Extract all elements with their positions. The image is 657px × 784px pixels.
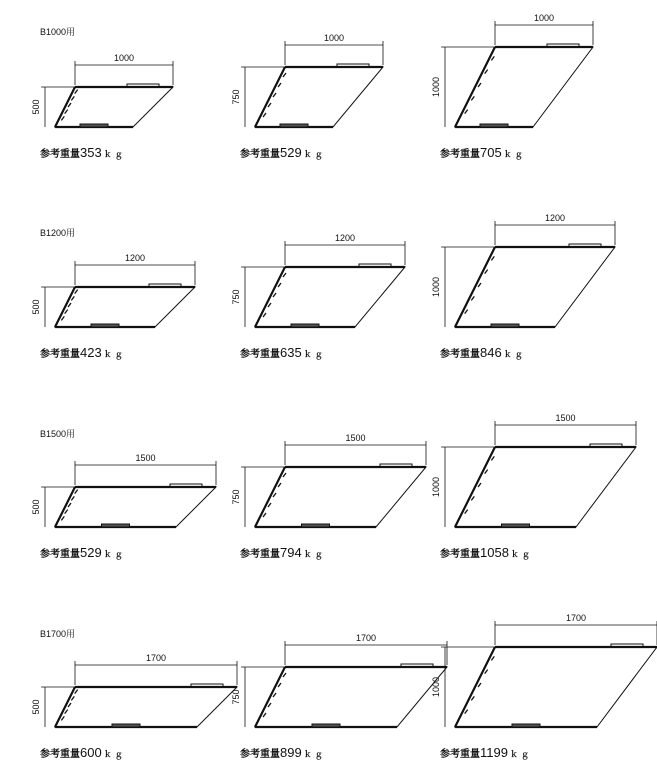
plate-left-edge (255, 467, 285, 527)
edge-rib (465, 510, 468, 514)
edge-rib (273, 93, 276, 97)
weight-unit: ｋｇ (509, 750, 532, 759)
group-label: B1500用 (40, 429, 76, 439)
edge-rib (65, 310, 68, 314)
weight-prefix: 参考重量 (40, 749, 80, 760)
edge-rib (268, 303, 271, 307)
edge-rib (268, 503, 271, 507)
plate-outline (55, 487, 216, 527)
reference-weight (240, 745, 326, 761)
width-label: 1700 (565, 613, 587, 623)
plate-1500x500 (31, 453, 216, 561)
edge-rib (471, 96, 474, 100)
weight-prefix: 参考重量 (240, 749, 280, 760)
edge-rib (278, 83, 281, 87)
lifting-lug-top (337, 64, 369, 67)
edge-rib (61, 516, 64, 520)
height-label: 500 (31, 99, 41, 115)
lifting-lug-bottom (80, 124, 108, 127)
lifting-lug-bottom (502, 524, 530, 527)
plate-outline (255, 267, 405, 327)
weight-value: 529 (80, 545, 102, 560)
edge-rib (273, 493, 276, 497)
plate-1200x750 (231, 233, 405, 361)
edge-rib (485, 470, 488, 474)
weight-unit: ｋｇ (510, 550, 533, 559)
edge-rib (283, 73, 286, 77)
weight-prefix: 参考重量 (440, 549, 480, 560)
lifting-lug-top (401, 664, 433, 667)
edge-rib (75, 690, 78, 694)
edge-rib (478, 483, 481, 487)
reference-weight (240, 545, 326, 561)
height-label: 1000 (431, 476, 441, 498)
edge-rib (485, 270, 488, 274)
edge-rib (68, 303, 71, 307)
edge-rib (465, 310, 468, 314)
weight-unit: ｋｇ (503, 350, 526, 359)
plate-left-edge (455, 247, 495, 327)
weight-unit: ｋｇ (303, 350, 326, 359)
group-B1700用 (31, 613, 657, 761)
weight-value: 635 (280, 345, 302, 360)
edge-rib (65, 110, 68, 114)
lifting-lug-bottom (302, 524, 330, 527)
plate-left-edge (55, 287, 75, 327)
plate-1200x500 (31, 253, 195, 361)
height-label: 1000 (431, 76, 441, 98)
lifting-lug-top (191, 684, 223, 687)
edge-rib (71, 296, 74, 300)
reference-weight (40, 345, 126, 361)
width-label: 1700 (145, 653, 167, 663)
edge-rib (65, 710, 68, 714)
lifting-lug-bottom (491, 324, 519, 327)
height-label: 500 (31, 699, 41, 715)
weight-value: 705 (480, 145, 502, 160)
edge-rib (278, 483, 281, 487)
plate-1000x1000 (431, 13, 593, 161)
edge-rib (471, 496, 474, 500)
lifting-lug-top (611, 644, 643, 647)
weight-unit: ｋｇ (103, 550, 126, 559)
weight-prefix: 参考重量 (40, 549, 80, 560)
weight-value: 529 (280, 145, 302, 160)
height-label: 750 (231, 89, 241, 105)
plate-1200x1000 (431, 213, 615, 361)
edge-rib (263, 713, 266, 717)
plate-outline (455, 447, 636, 527)
edge-rib (471, 296, 474, 300)
weight-value: 1058 (480, 545, 509, 560)
group-B1000用 (31, 13, 593, 161)
width-label: 1000 (533, 13, 555, 23)
reference-weight (440, 545, 533, 561)
weight-unit: ｋｇ (103, 350, 126, 359)
edge-rib (478, 683, 481, 687)
weight-prefix: 参考重量 (40, 349, 80, 360)
plate-1000x750 (231, 33, 383, 161)
edge-rib (278, 683, 281, 687)
edge-rib (61, 316, 64, 320)
height-label: 750 (231, 689, 241, 705)
weight-unit: ｋｇ (103, 150, 126, 159)
edge-rib (491, 56, 494, 60)
plate-1700x1000 (431, 613, 657, 761)
lifting-lug-top (569, 244, 601, 247)
reference-weight (440, 145, 526, 161)
width-label: 1200 (544, 213, 566, 223)
edge-rib (485, 70, 488, 74)
width-label: 1000 (323, 33, 345, 43)
lifting-lug-bottom (91, 324, 119, 327)
edge-rib (491, 256, 494, 260)
lifting-lug-top (590, 444, 622, 447)
group-label: B1000用 (40, 27, 76, 37)
group-B1500用 (31, 413, 636, 561)
plate-1500x1000 (431, 413, 636, 561)
weight-value: 794 (280, 545, 302, 560)
plate-1500x750 (231, 433, 426, 561)
width-label: 1500 (555, 413, 576, 423)
weight-prefix: 参考重量 (440, 349, 480, 360)
edge-rib (68, 703, 71, 707)
edge-rib (491, 656, 494, 660)
plate-outline (255, 67, 383, 127)
lifting-lug-top (380, 464, 412, 467)
width-label: 1200 (334, 233, 356, 243)
plate-left-edge (455, 47, 495, 127)
lifting-lug-top (170, 484, 202, 487)
height-label: 500 (31, 499, 41, 515)
lifting-lug-bottom (280, 124, 308, 127)
weight-prefix: 参考重量 (440, 749, 480, 760)
plate-1700x750 (231, 633, 447, 761)
plate-outline (55, 287, 195, 327)
weight-value: 353 (80, 145, 102, 160)
weight-unit: ｋｇ (503, 150, 526, 159)
edge-rib (71, 96, 74, 100)
edge-rib (268, 103, 271, 107)
width-label: 1700 (355, 633, 377, 643)
weight-prefix: 参考重量 (40, 149, 80, 160)
weight-value: 600 (80, 745, 102, 760)
edge-rib (478, 283, 481, 287)
height-label: 750 (231, 289, 241, 305)
height-label: 1000 (431, 276, 441, 298)
lifting-lug-bottom (312, 724, 340, 727)
edge-rib (283, 673, 286, 677)
weight-prefix: 参考重量 (240, 149, 280, 160)
reference-weight (240, 145, 326, 161)
weight-value: 1199 (480, 745, 508, 760)
group-label: B1200用 (40, 228, 76, 238)
weight-prefix: 参考重量 (440, 149, 480, 160)
plate-1000x500 (31, 53, 173, 161)
plate-left-edge (55, 687, 75, 727)
lifting-lug-top (547, 44, 579, 47)
edge-rib (465, 110, 468, 114)
reference-weight (440, 345, 526, 361)
plate-left-edge (455, 647, 495, 727)
lifting-lug-top (359, 264, 391, 267)
reference-weight (240, 345, 326, 361)
plate-left-edge (455, 447, 495, 527)
edge-rib (283, 273, 286, 277)
edge-rib (485, 670, 488, 674)
height-label: 750 (231, 489, 241, 505)
reference-weight (40, 545, 126, 561)
edge-rib (465, 710, 468, 714)
edge-rib (283, 473, 286, 477)
edge-rib (75, 290, 78, 294)
lifting-lug-bottom (480, 124, 508, 127)
edge-rib (68, 103, 71, 107)
edge-rib (471, 696, 474, 700)
weight-value: 423 (80, 345, 102, 360)
lifting-lug-bottom (512, 724, 540, 727)
group-label: B1700用 (40, 629, 76, 639)
plate-1700x500 (31, 653, 237, 761)
reference-weight (440, 745, 532, 761)
height-label: 500 (31, 299, 41, 315)
edge-rib (268, 703, 271, 707)
edge-rib (491, 456, 494, 460)
weight-unit: ｋｇ (103, 750, 126, 759)
plate-left-edge (55, 87, 75, 127)
plate-outline (55, 687, 237, 727)
edge-rib (278, 283, 281, 287)
plate-left-edge (55, 487, 75, 527)
edge-rib (71, 496, 74, 500)
width-label: 1200 (124, 253, 146, 263)
weight-unit: ｋｇ (303, 550, 326, 559)
edge-rib (75, 490, 78, 494)
edge-rib (263, 513, 266, 517)
edge-rib (68, 503, 71, 507)
edge-rib (273, 693, 276, 697)
edge-rib (263, 113, 266, 117)
width-label: 1500 (345, 433, 366, 443)
plate-left-edge (255, 267, 285, 327)
width-label: 1000 (113, 53, 135, 63)
width-label: 1500 (135, 453, 156, 463)
weight-prefix: 参考重量 (240, 549, 280, 560)
group-B1200用 (31, 213, 615, 361)
edge-rib (61, 116, 64, 120)
weight-unit: ｋｇ (303, 150, 326, 159)
weight-value: 846 (480, 345, 502, 360)
lifting-lug-bottom (112, 724, 140, 727)
lifting-lug-top (127, 84, 159, 87)
plate-left-edge (255, 667, 285, 727)
plate-outline (455, 647, 657, 727)
edge-rib (71, 696, 74, 700)
weight-unit: ｋｇ (303, 750, 326, 759)
edge-rib (273, 293, 276, 297)
height-label: 1000 (431, 676, 441, 698)
reference-weight (40, 145, 126, 161)
plate-left-edge (255, 67, 285, 127)
lifting-lug-bottom (291, 324, 319, 327)
edge-rib (263, 313, 266, 317)
edge-rib (75, 90, 78, 94)
lifting-lug-bottom (102, 524, 130, 527)
edge-rib (65, 510, 68, 514)
plate-outline (455, 247, 615, 327)
reference-weight (40, 745, 126, 761)
edge-rib (61, 716, 64, 720)
weight-value: 899 (280, 745, 302, 760)
lifting-lug-top (149, 284, 181, 287)
weight-prefix: 参考重量 (240, 349, 280, 360)
edge-rib (478, 83, 481, 87)
